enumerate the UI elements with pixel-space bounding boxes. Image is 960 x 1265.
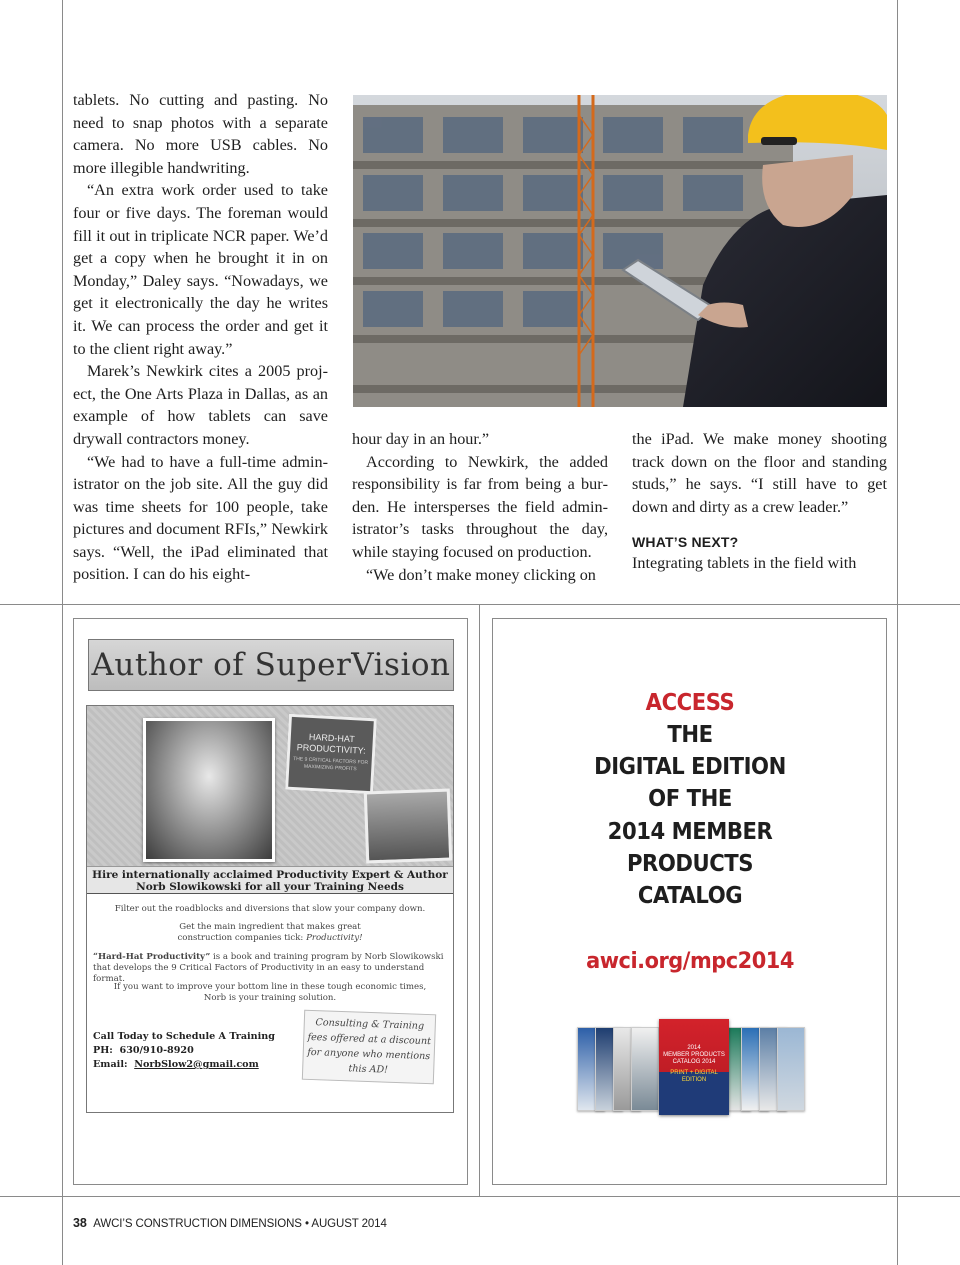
construction-site-photo <box>353 95 887 407</box>
ad-line-bottom-line <box>97 982 443 1004</box>
paragraph: Marek’s Newkirk cites a 2005 project, the One Arts Plaza in Dallas, as an example of how tablets can save drywall contractors money. <box>73 362 328 448</box>
ad-line: PRODUCTS <box>626 851 754 877</box>
phone-label: PH: <box>93 1045 113 1056</box>
ad-line: OF THE <box>648 786 732 812</box>
cover-title: MEMBER PRODUCTS <box>663 1052 725 1058</box>
contact-cta: Call Today to Schedule A Training <box>93 1031 275 1042</box>
book-subtitle: THE 9 CRITICAL FACTORS FOR MAXIMIZING PROFITS <box>293 756 369 773</box>
ad-line: 2014 MEMBER <box>607 819 773 845</box>
page-number: 38 <box>73 1216 87 1230</box>
photo-illustration <box>353 95 887 407</box>
workers-photo <box>364 789 452 864</box>
catalog-covers <box>577 1019 805 1115</box>
ad-line: DIGITAL EDITION <box>594 754 786 780</box>
ad-contact <box>93 1030 275 1072</box>
section-subhead: WHAT’S NEXT? <box>632 534 739 551</box>
ad-title: Author of SuperVision <box>88 639 454 691</box>
paragraph: hour day in an hour.” <box>352 430 490 448</box>
article-column-1 <box>73 89 328 586</box>
email-label: Email: <box>93 1059 128 1070</box>
ad-photo-collage <box>87 706 453 866</box>
catalog-url-link[interactable]: awci.org/mpc2014 <box>586 949 794 974</box>
book-cover <box>285 714 377 795</box>
page-footer <box>73 1216 387 1230</box>
cover-thumb <box>777 1027 805 1111</box>
main-catalog-cover <box>659 1019 729 1115</box>
ingredient-line-b <box>97 933 443 944</box>
bottom-line-b: Norb is your training solution. <box>203 993 337 1003</box>
ad-panel <box>86 705 454 1113</box>
publication-name: AWCI’S CONSTRUCTION DIMENSIONS <box>93 1218 302 1230</box>
contact-email <box>93 1058 275 1072</box>
bottom-line-a: If you want to improve your bottom line in these tough economic times, <box>113 982 427 992</box>
cover-edition: PRINT + DIGITAL EDITION <box>670 1070 718 1083</box>
access-heading: ACCESS <box>645 690 735 716</box>
email-link[interactable]: NorbSlow2@gmail.com <box>134 1059 259 1070</box>
issue-date: • AUGUST 2014 <box>305 1218 387 1230</box>
supervision-ad[interactable] <box>73 618 468 1185</box>
left-margin-rule <box>62 0 63 1265</box>
footer-top-rule <box>0 1196 960 1197</box>
right-margin-rule <box>897 0 898 1265</box>
cover-thumb <box>631 1027 659 1111</box>
paragraph: “We don’t make money clicking on <box>366 565 596 584</box>
ingredient-emphasis: Productivity! <box>306 933 363 943</box>
cover-year: 2014 <box>687 1045 701 1051</box>
ad-top-rule <box>0 604 960 605</box>
book-name: “Hard-Hat Productivity” <box>93 952 211 962</box>
phone-number[interactable]: 630/910-8920 <box>119 1045 194 1056</box>
contact-phone <box>93 1044 275 1058</box>
paragraph: “An extra work order used to take four or five days. The foreman would fill it out in triplicate NCR paper. We’d get a copy when he brought it in on Monday,” Daley says. “Nowadays, we get it electronically the day he writes it. We can process the order and get it to the client right away.” <box>73 181 328 358</box>
book-title: HARD-HAT PRODUCTIVITY: <box>296 731 366 756</box>
paragraph: According to Newkirk, the added responsibility is far from being a burden. He intersperses the field administrator’s tasks throughout the day, while staying focused on production. <box>352 452 608 561</box>
headline-line-2: Norb Slowikowski for all your Training Needs <box>136 881 404 893</box>
ingredient-line-a: Get the main ingredient that makes great <box>179 922 361 932</box>
ad-line-book-desc <box>93 952 449 985</box>
ad-line: THE <box>667 722 713 748</box>
cover-subtitle: CATALOG 2014 <box>672 1059 716 1065</box>
paragraph: “We had to have a full-time administrator on the job site. All the guy did was time sheets for 100 people, take pictures and document RFIs,” Newkirk says. “Well, the iPad eliminated that position. I can do his eight- <box>73 452 328 584</box>
book-desc: is a book and training program by Norb Slowikowski that develops the 9 Critical Factors of Productivity in an easy to understand format. <box>93 952 444 984</box>
ingredient-text: construction companies tick: <box>177 933 304 943</box>
paragraph: Integrating tablets in the field with <box>632 554 857 573</box>
paragraph: the iPad. We make money shooting track down on the floor and standing studs,” he says. “I still have to get down and dirty as a crew leader.” <box>632 430 887 516</box>
article-column-2 <box>352 428 608 586</box>
digital-edition-ad[interactable] <box>492 618 887 1185</box>
ad-line: CATALOG <box>637 883 743 909</box>
ad-line-ingredient <box>97 922 443 944</box>
ad-headline <box>87 866 453 894</box>
paragraph: tablets. No cutting and pasting. No need to snap photos with a separate camera. No more USB cables. No more illegible handwriting. <box>73 91 328 177</box>
ad-line-roadblocks: Filter out the roadblocks and diversions that slow your company down. <box>114 904 426 914</box>
author-portrait <box>143 718 275 862</box>
article-column-3 <box>632 428 887 575</box>
headline-line-1: Hire internationally acclaimed Productivity Expert & Author <box>92 869 448 881</box>
ad-center-rule <box>479 604 480 1196</box>
discount-note: Consulting & Training fees offered at a discount for anyone who mentions this AD! <box>302 1010 436 1085</box>
